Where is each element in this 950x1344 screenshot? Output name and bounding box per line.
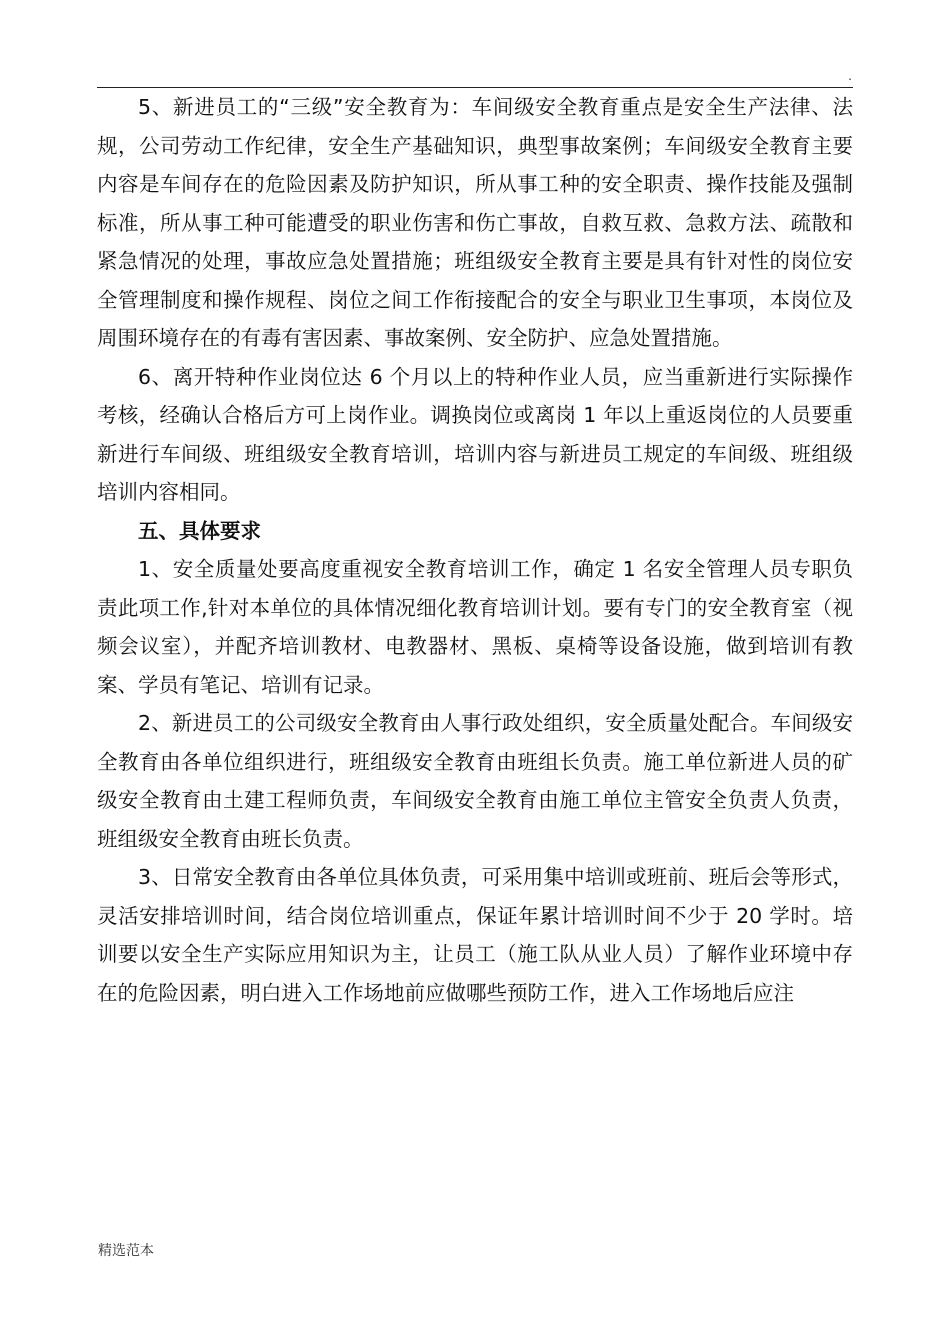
requirement-1: 1、安全质量处要高度重视安全教育培训工作，确定 1 名安全管理人员专职负责此项工作,针对本单位的具体情况细化教育培训计划。要有专门的安全教育室（视频会议室），并配齐培训教材、电教器材、黑板、桌椅等设备设施，做到培训有教案、学员有笔记、培训有记录。 (97, 557, 853, 697)
requirement-2: 2、新进员工的公司级安全教育由人事行政处组织，安全质量处配合。车间级安全教育由各单位组织进行，班组级安全教育由班组长负责。施工单位新进人员的矿级安全教育由土建工程师负责，车间级安全教育由施工单位主管安全负责人负责，班组级安全教育由班长负责。 (97, 711, 853, 851)
header-mark: . (848, 69, 852, 83)
section-heading: 五、具体要求 (138, 518, 261, 543)
document-body (97, 88, 853, 1012)
footer-label: 精选范本 (98, 1243, 154, 1259)
paragraph-item-6: 6、离开特种作业岗位达 6 个月以上的特种作业人员，应当重新进行实际操作考核，经确认合格后方可上岗作业。调换岗位或离岗 1 年以上重返岗位的人员要重新进行车间级、班组级安全教育培训，培训内容与新进员工规定的车间级、班组级培训内容相同。 (97, 364, 853, 504)
paragraph-item-5: 5、新进员工的“三级”安全教育为：车间级安全教育重点是安全生产法律、法规，公司劳动工作纪律，安全生产基础知识，典型事故案例；车间级安全教育主要内容是车间存在的危险因素及防护知识，所从事工种的安全职责、操作技能及强制标准，所从事工种可能遭受的职业伤害和伤亡事故，自救互救、急救方法、疏散和紧急情况的处理，事故应急处置措施；班组级安全教育主要是具有针对性的岗位安全管理制度和操作规程、岗位之间工作衔接配合的安全与职业卫生事项，本岗位及周围环境存在的有毒有害因素、事故案例、安全防护、应急处置措施。 (97, 95, 853, 350)
requirement-3: 3、日常安全教育由各单位具体负责，可采用集中培训或班前、班后会等形式，灵活安排培训时间，结合岗位培训重点，保证年累计培训时间不少于 20 学时。培训要以安全生产实际应用知识为主，让员工（施工队从业人员）了解作业环境中存在的危险因素，明白进入工作场地前应做哪些预防工作，进入工作场地后应注 (97, 865, 853, 1005)
